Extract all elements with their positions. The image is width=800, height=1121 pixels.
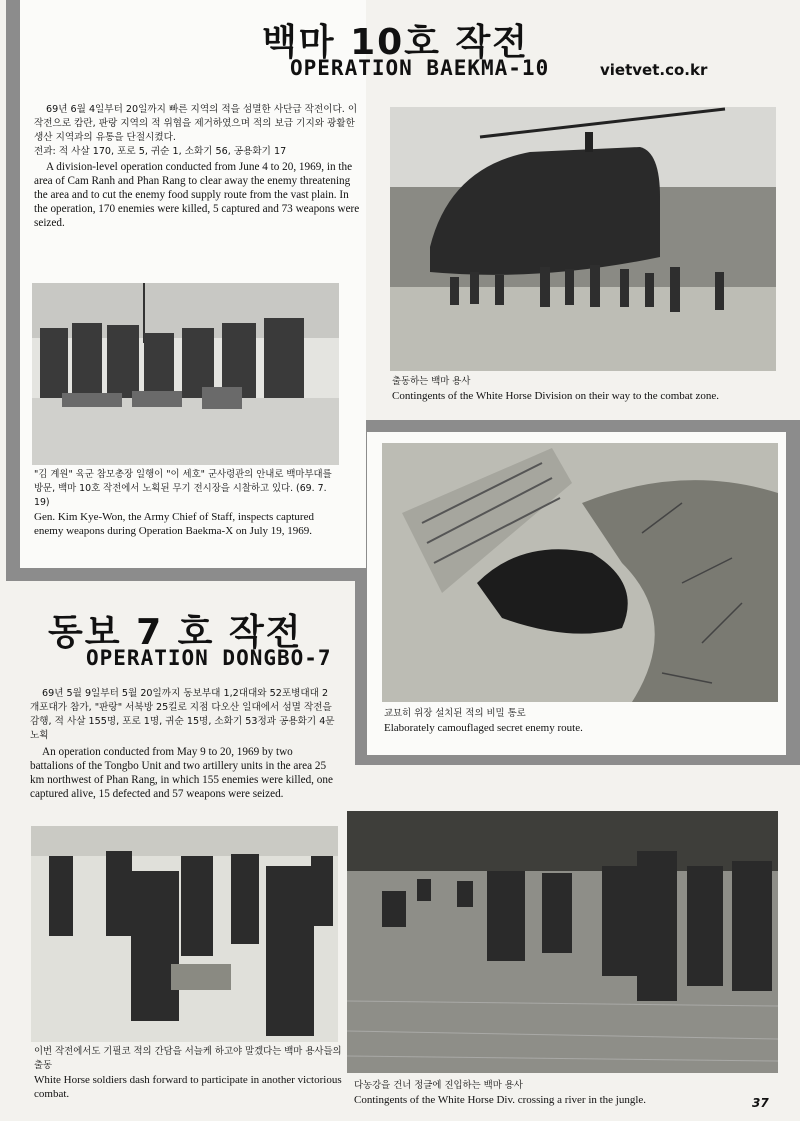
frame-bar-left-top	[6, 0, 20, 580]
tunnel-caption-en: Elaborately camouflaged secret enemy route.	[384, 722, 583, 734]
site-url: vietvet.co.kr	[600, 61, 708, 79]
tunnel-caption-ko: 교묘히 위장 설치된 적의 비밀 통로	[384, 708, 526, 719]
frame-bar-mid-bottom	[355, 755, 800, 765]
soldiers-caption-en: White Horse soldiers dash forward to participate in another victorious combat.	[34, 1074, 342, 1100]
section1-body-ko: 69년 6월 4일부터 20일까지 빠른 지역의 적을 섬멸한 사단급 작전이다. 이 작전으로 캄란, 판랑 지역의 적 위협을 제거하였으며 적의 보급 기지와 광활한 생산 지역과의 유통을 단절시켰다.	[34, 104, 358, 143]
section2-body-en: An operation conducted from May 9 to 20, 1969 by two battalions of the Tongbo Unit and two artillery units in the area 25 km northwest of Phan Rang, in which 155 enemies were killed, one captured alive, 15 defected and 57 weapons were seized.	[30, 746, 333, 800]
frame-bar-right-mid	[786, 420, 800, 765]
section2-title-ko: 동보 7 호 작전	[48, 612, 303, 653]
soldiers-photo	[31, 826, 338, 1042]
soldiers-caption-ko: 이번 작전에서도 기필코 적의 간담을 서늘케 하고야 말겠다는 백마 용사들의 출동	[34, 1046, 342, 1071]
frame-bar-bottom-left	[6, 568, 366, 581]
soldiers-caption	[34, 1045, 344, 1101]
tunnel-photo	[382, 443, 778, 702]
river-caption-ko: 다농강을 건너 정글에 진입하는 백마 용사	[354, 1080, 523, 1091]
section1-body	[34, 103, 362, 230]
helicopter-photo	[390, 107, 776, 371]
officers-caption-en: Gen. Kim Kye-Won, the Army Chief of Staff, inspects captured enemy weapons during Operation Baekma-X on July 19, 1969.	[34, 511, 314, 537]
helicopter-caption-en: Contingents of the White Horse Division on their way to the combat zone.	[392, 390, 719, 402]
officers-caption	[34, 468, 339, 538]
section1-title-ko: 백마 10호 작전	[262, 22, 530, 63]
frame-bar-mid-top	[355, 420, 800, 432]
helicopter-caption-ko: 출동하는 백마 용사	[392, 376, 471, 387]
section1-title-en: OPERATION BAEKMA-10	[290, 56, 550, 80]
helicopter-caption	[392, 375, 782, 403]
officers-caption-ko: "김 계원" 육군 참모총장 일행이 "이 세호" 군사령관의 안내로 백마부대를 방문, 백마 10호 작전에서 노획된 무기 전시장을 시찰하고 있다. (69. 7. 19)	[34, 469, 332, 508]
section1-body-en: A division-level operation conducted from June 4 to 20, 1969, in the area of Cam Ranh and Phan Rang to clear away the enemy threatening the area and to cut the enemy food supply route from the vast plain. In the operation, 170 enemies were killed, 5 captured and 73 weapons were seized.	[34, 161, 360, 229]
river-photo	[347, 811, 778, 1073]
tunnel-caption	[384, 707, 780, 735]
section1-result-ko: 전과: 적 사살 170, 포로 5, 귀순 1, 소화기 56, 공용화기 17	[34, 146, 287, 157]
section2-body	[30, 687, 336, 801]
page-number: 37	[752, 1096, 769, 1110]
officers-photo	[32, 283, 339, 465]
section2-body-ko: 69년 5월 9일부터 5월 20일까지 동보부대 1,2대대와 52포병대대 2개포대가 참가, "판랑" 서북방 25킬로 지점 다오산 일대에서 섬멸 작전을 감행, 적 사살 155명, 포로 1명, 귀순 15명, 소화기 53정과 공용화기 4문 노획	[30, 688, 335, 741]
river-caption-en: Contingents of the White Horse Div. crossing a river in the jungle.	[354, 1094, 647, 1106]
section2-title-en: OPERATION DONGBO-7	[86, 646, 332, 670]
river-caption	[354, 1079, 774, 1107]
